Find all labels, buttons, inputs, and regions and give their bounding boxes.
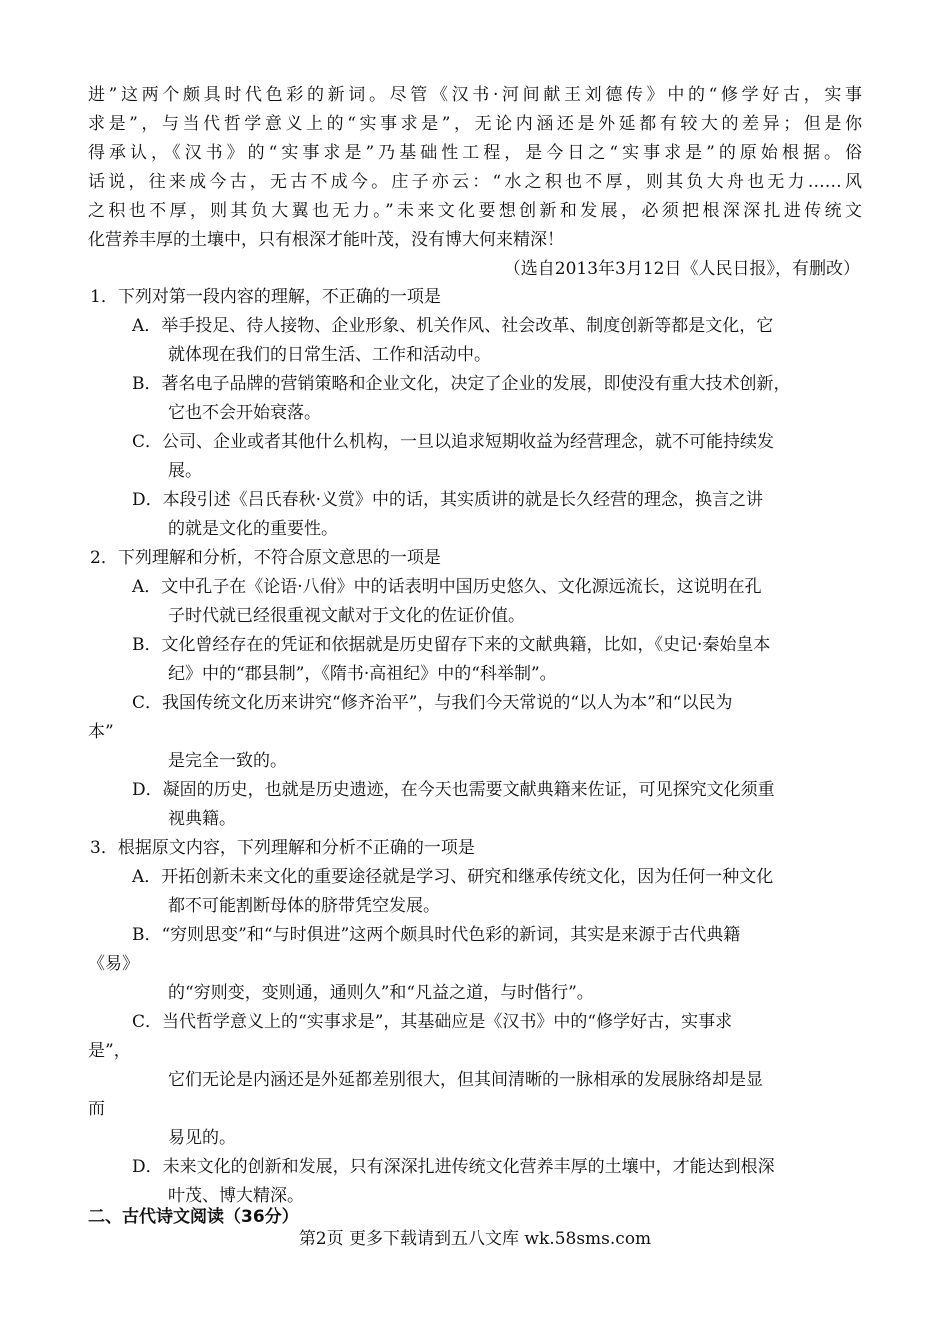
- passage-line: 求是”，与当代哲学意义上的“实事求是”，无论内涵还是外延都有较大的差异；但是你: [88, 114, 862, 134]
- question-2-option-d: D．凝固的历史，也就是历史遗迹，在今天也需要文献典籍来佐证，可见探究文化须重: [132, 780, 775, 800]
- question-1-option-a-cont: 就体现在我们的日常生活、工作和活动中。: [168, 345, 491, 365]
- question-2-option-c: C．我国传统文化历来讲究“修齐治平”，与我们今天常说的“以人为本”和“以民为: [132, 693, 733, 713]
- question-3-option-b: B．“穷则思变”和“与时俱进”这两个颇具时代色彩的新词，其实是来源于古代典籍: [132, 925, 741, 945]
- question-3-option-b-wrap: 《易》: [88, 954, 139, 974]
- question-1-option-a: A．举手投足、待人接物、企业形象、机关作风、社会改革、制度创新等都是文化，它: [132, 316, 774, 336]
- question-2-option-b-cont: 纪》中的“郡县制”，《隋书·高祖纪》中的“科举制”。: [168, 664, 557, 684]
- passage-line: 化营养丰厚的土壤中，只有根深才能叶茂，没有博大何来精深！: [88, 230, 564, 250]
- question-1-option-b-cont: 它也不会开始衰落。: [168, 403, 321, 423]
- passage-line: 进”这两个颇具时代色彩的新词。尽管《汉书·河间献王刘德传》中的“修学好古，实事: [88, 85, 862, 105]
- question-2-option-a-cont: 子时代就已经很重视文献对于文化的佐证价值。: [168, 606, 525, 626]
- passage-source: （选自2013年3月12日《人民日报》，有删改）: [503, 259, 860, 279]
- question-3-option-c-cont-2: 易见的。: [168, 1128, 236, 1148]
- page-footer: 第2页 更多下载请到五八文库 wk.58sms.com: [298, 1229, 652, 1249]
- question-3-stem: 3．根据原文内容，下列理解和分析不正确的一项是: [90, 838, 475, 858]
- question-2-option-b: B．文化曾经存在的凭证和依据就是历史留存下来的文献典籍，比如，《史记·秦始皇本: [132, 635, 771, 655]
- passage-line: 之积也不厚，则其负大翼也无力。”未来文化要想创新和发展，必须把根深深扎进传统文: [88, 201, 862, 221]
- question-1-option-c-cont: 展。: [168, 461, 202, 481]
- question-1-stem: 1．下列对第一段内容的理解，不正确的一项是: [90, 287, 441, 307]
- question-3-option-d: D．未来文化的创新和发展，只有深深扎进传统文化营养丰厚的土壤中，才能达到根深: [132, 1157, 775, 1177]
- question-1-option-c: C．公司、企业或者其他什么机构，一旦以追求短期收益为经营理念，就不可能持续发: [132, 432, 775, 452]
- passage-line: 得承认，《汉书》的“实事求是”乃基础性工程，是今日之“实事求是”的原始根据。俗: [88, 143, 862, 163]
- question-1-option-d-cont: 的就是文化的重要性。: [168, 519, 338, 539]
- question-2-option-a: A．文中孔子在《论语·八佾》中的话表明中国历史悠久、文化源远流长，这说明在孔: [132, 577, 762, 597]
- question-3-option-c-cont: 它们无论是内涵还是外延都差别很大，但其间清晰的一脉相承的发展脉络却是显: [168, 1070, 763, 1090]
- question-3-option-c: C．当代哲学意义上的“实事求是”，其基础应是《汉书》中的“修学好古，实事求: [132, 1012, 733, 1032]
- question-1-option-b: B．著名电子品牌的营销策略和企业文化，决定了企业的发展，即使没有重大技术创新，: [132, 374, 791, 394]
- question-2-option-d-cont: 视典籍。: [168, 809, 236, 829]
- passage-line: 话说，往来成今古，无古不成今。庄子亦云：“水之积也不厚，则其负大舟也无力……风: [88, 172, 862, 192]
- question-3-option-c-wrap-2: 而: [88, 1099, 105, 1119]
- question-3-option-b-cont: 的“穷则变，变则通，通则久”和“凡益之道，与时偕行”。: [168, 983, 594, 1003]
- question-3-option-a-cont: 都不可能割断母体的脐带凭空发展。: [168, 896, 440, 916]
- question-3-option-a: A．开拓创新未来文化的重要途径就是学习、研究和继承传统文化，因为任何一种文化: [132, 867, 774, 887]
- question-3-option-c-wrap: 是”，: [88, 1041, 131, 1061]
- section-heading: 二、古代诗文阅读（36分）: [88, 1207, 299, 1227]
- question-1-option-d: D．本段引述《吕氏春秋·义赏》中的话，其实质讲的就是长久经营的理念，换言之讲: [132, 490, 764, 510]
- question-2-stem: 2．下列理解和分析，不符合原文意思的一项是: [90, 548, 441, 568]
- question-2-option-c-cont: 是完全一致的。: [168, 751, 287, 771]
- question-3-option-d-cont: 叶茂、博大精深。: [168, 1186, 304, 1206]
- question-2-option-c-wrap: 本”: [88, 722, 114, 742]
